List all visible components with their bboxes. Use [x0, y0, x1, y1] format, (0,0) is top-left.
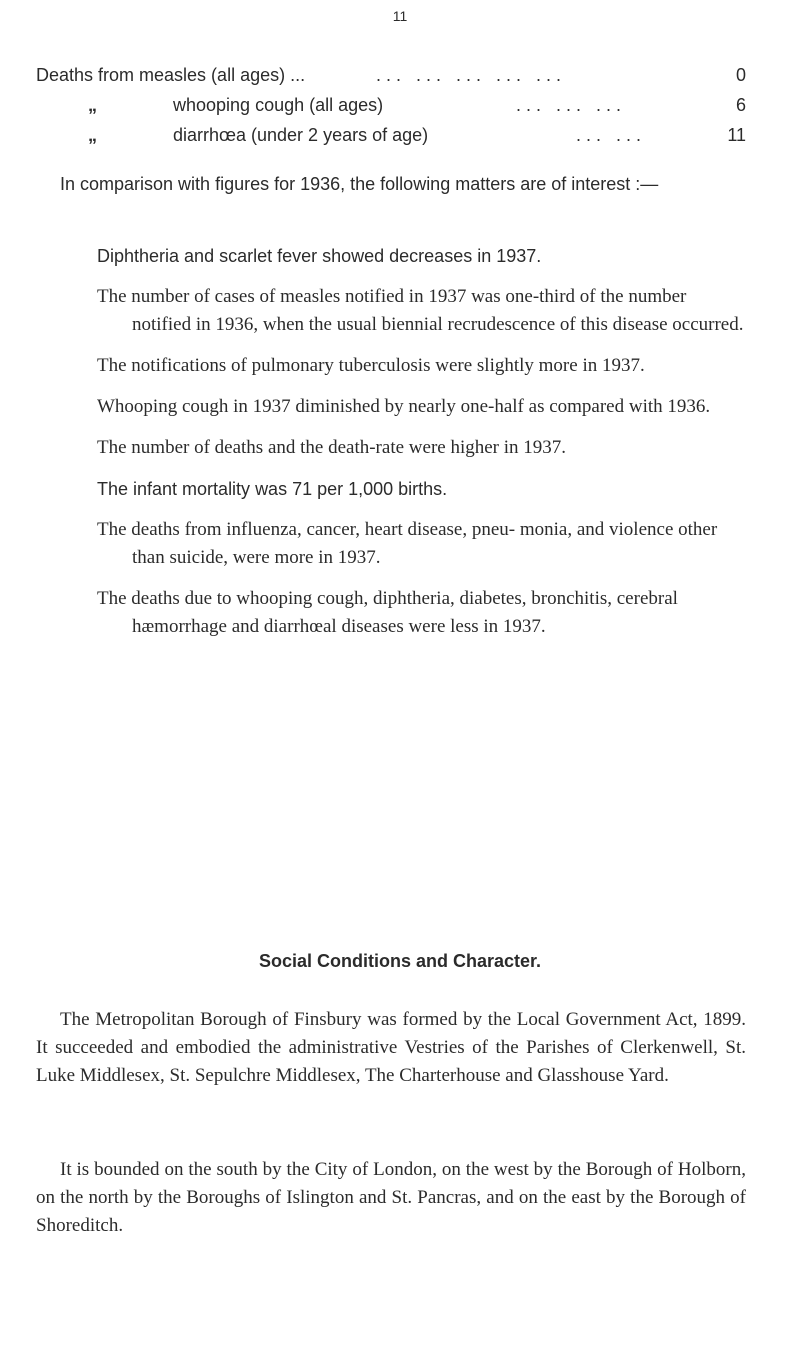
- stat-row-whooping-cough: [36, 90, 746, 120]
- body-paragraph: It is bounded on the south by the City of London, on the west by the Borough of Holborn, on the north by the Boroughs of Islington and St. Pancras, and on the east by the Borough of Shoreditch.: [36, 1159, 746, 1236]
- stat-value: 0: [735, 65, 746, 85]
- stat-row-diarrhoea: [36, 120, 746, 150]
- dot-leaders: ... ...: [576, 125, 647, 145]
- body-paragraph: The Metropolitan Borough of Finsbury was formed by the Local Government Act, 1899. It succeeded and embodied the administrative Vestries of the Parishes of Clerkenwell, St. Luke Middlesex, St. Sepulchre Middlesex, The Charterhouse and Glasshouse Yard.: [36, 1009, 746, 1086]
- finding-item: The notifications of pulmonary tuberculosis were slightly more in 1937.: [97, 355, 645, 376]
- finding-item: Whooping cough in 1937 diminished by nearly one-half as compared with 1936.: [97, 396, 711, 417]
- stat-label: Deaths from measles (all ages) ...: [36, 65, 306, 85]
- page-number: 11: [392, 8, 408, 24]
- finding-item: The deaths from influenza, cancer, heart disease, pneu- monia, and violence other than suicide, were more in 1937.: [97, 519, 718, 568]
- dot-leaders: ... ... ...: [516, 95, 627, 115]
- ditto-mark: „: [88, 95, 97, 115]
- stat-row-measles: [36, 60, 746, 90]
- stat-value: 11: [727, 125, 746, 145]
- finding-item: The number of cases of measles notified in 1937 was one-third of the number notified in 1936, when the usual biennial recrudescence of this disease occurred.: [97, 286, 744, 335]
- finding-item: The deaths due to whooping cough, diphtheria, diabetes, bronchitis, cerebral hæmorrhage and diarrhœal diseases were less in 1937.: [97, 588, 678, 637]
- stat-value: 6: [735, 95, 746, 115]
- dot-leaders: ... ... ... ... ...: [376, 65, 567, 85]
- finding-item: The infant mortality was 71 per 1,000 births.: [97, 479, 448, 499]
- finding-item: The number of deaths and the death-rate were higher in 1937.: [97, 437, 567, 458]
- ditto-mark: „: [88, 125, 97, 145]
- mortality-stats-table: [36, 60, 746, 150]
- findings-list: [36, 242, 746, 654]
- stat-label: diarrhœa (under 2 years of age): [173, 125, 429, 145]
- finding-item: Diphtheria and scarlet fever showed decreases in 1937.: [97, 246, 542, 266]
- comparison-intro: In comparison with figures for 1936, the following matters are of interest :—: [60, 174, 659, 194]
- stat-label: whooping cough (all ages): [173, 95, 384, 115]
- section-heading: Social Conditions and Character.: [258, 951, 542, 971]
